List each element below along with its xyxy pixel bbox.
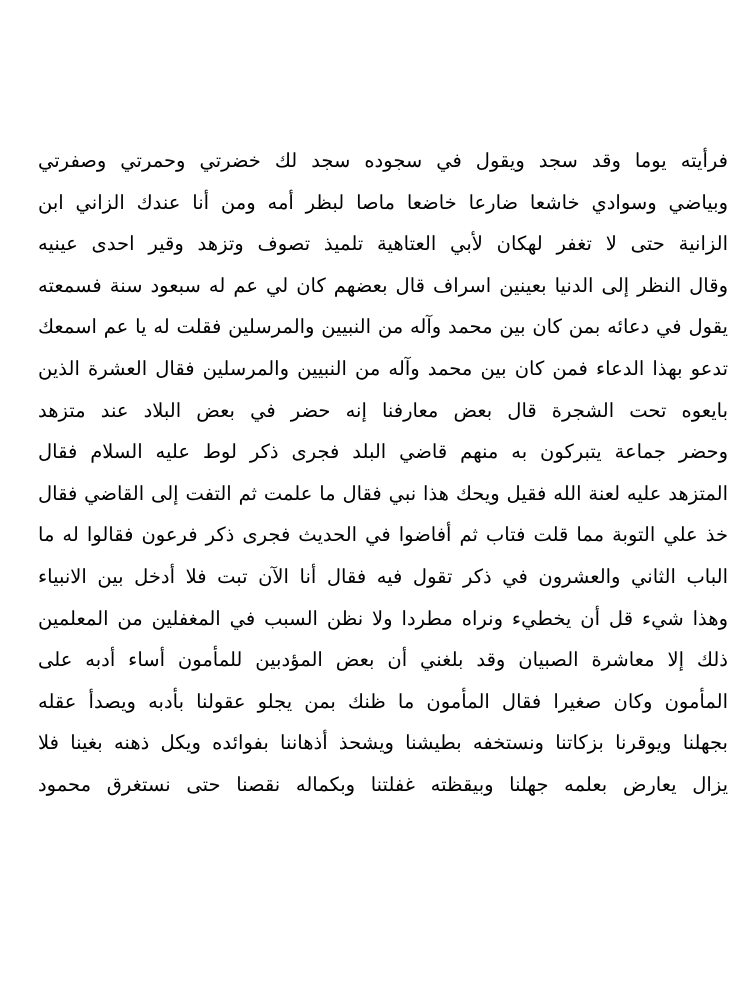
text-line: الزانية حتى لا تغفر لهكان لأبي العتاهية تلميذ تصوف وتزهد وقير احدى عينيه [38,232,728,256]
text-line: خذ علي التوبة مما قلت فتاب ثم أفاضوا في الحديث فجرى ذكر فرعون فقالوا له ما [38,523,728,547]
text-line: ذلك إلا معاشرة الصبيان وقد بلغني أن بعض المؤدبين للمأمون أساء أدبه على [38,648,728,672]
text-line: فرأيته يوما وقد سجد ويقول في سجوده سجد لك خضرتي وحمرتي وصفرتي [38,149,728,172]
text-line: وقال النظر إلى الدنيا بعينين اسراف قال بعضهم كان لي عم له سبعود سنة فسمعته [38,273,728,297]
text-line: الباب الثاني والعشرون في ذكر تقول فيه فقال أنا الآن تبت فلا أدخل بين الانبياء [38,564,728,588]
text-line: المتزهد عليه لعنة الله فقيل ويحك هذا نبي فقال ما علمت ثم التفت إلى القاضي فقال [38,481,728,505]
arabic-text-block [38,140,728,806]
text-line: بايعوه تحت الشجرة قال بعض معارفنا إنه حضر في بعض البلاد عند متزهد [38,398,728,422]
text-line: وهذا شيء قل أن يخطيء ونراه مطردا ولا نظن السبب في المغفلين من المعلمين [38,606,728,630]
text-line: بجهلنا ويوقرنا بزكاتنا ونستخفه بطيشنا ويشحذ أذهاننا بفوائده ويكل ذهنه بغينا فلا [38,731,728,755]
text-line: يقول في دعائه بمن كان بين محمد وآله من النبيين والمرسلين فقلت له يا عم اسمعك [38,315,728,339]
text-line: يزال يعارض بعلمه جهلنا وبيقظته غفلتنا وبكماله نقصنا حتى نستغرق محمود [38,772,728,796]
text-line: المأمون وكان صغيرا فقال المأمون ما ظنك بمن يجلو عقولنا بأدبه ويصدأ عقله [38,689,728,713]
text-line: وحضر جماعة يتبركون به منهم قاضي البلد فجرى ذكر لوط عليه السلام فقال [38,440,728,464]
text-line: تدعو بهذا الدعاء فمن كان بين محمد وآله من النبيين والمرسلين فقال العشرة الذين [38,356,728,380]
text-line: وبياضي وسوادي خاشعا ضارعا خاضعا ماصا لبظر أمه ومن أنا عندك الزاني ابن [38,190,728,214]
